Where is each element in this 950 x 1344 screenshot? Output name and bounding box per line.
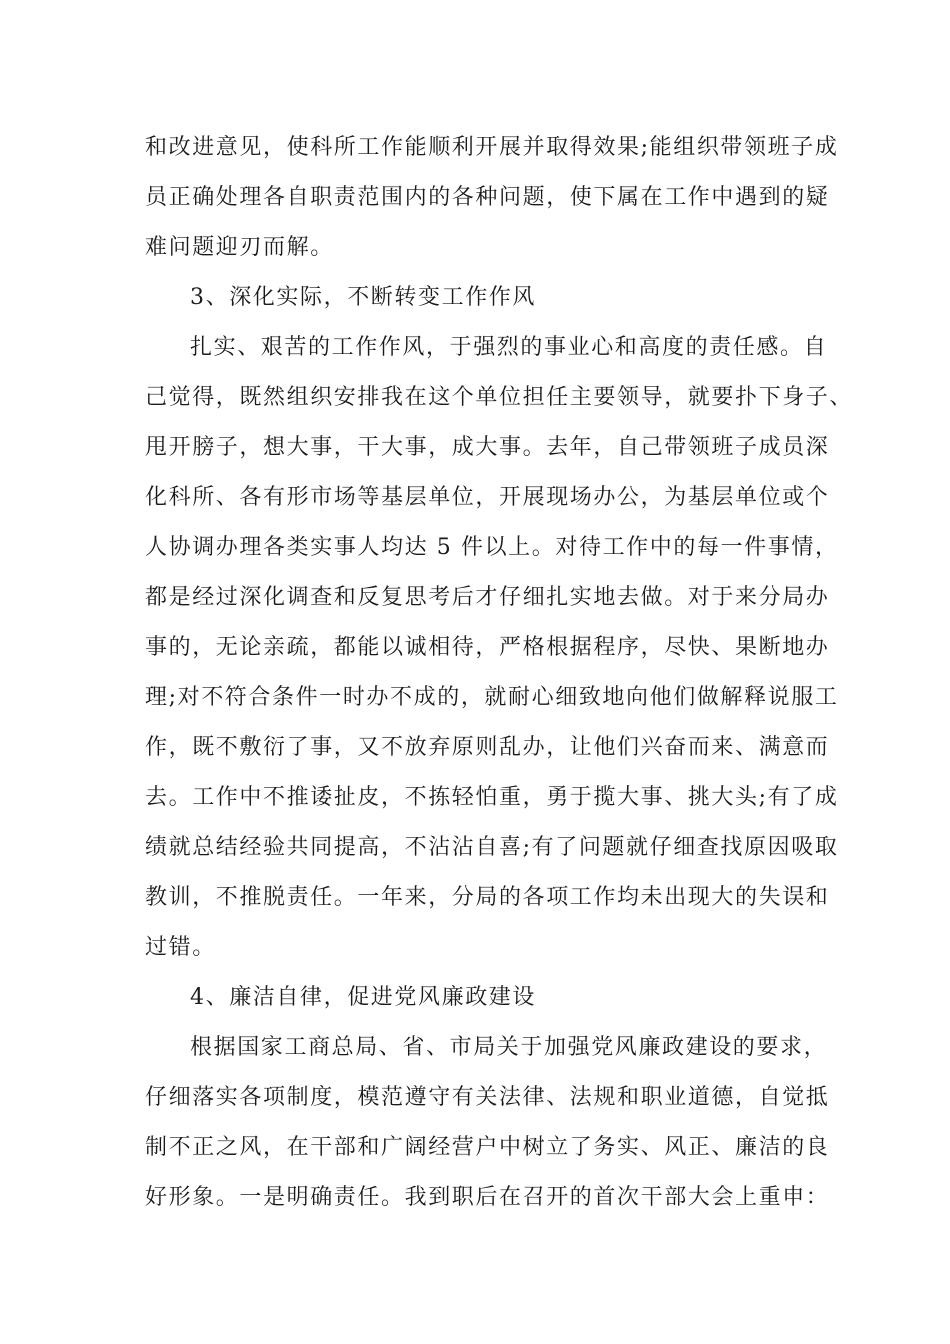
text-line: 根据国家工商总局、省、市局关于加强党风廉政建设的要求， xyxy=(190,1035,828,1060)
text-line: 去。工作中不推诿扯皮，不拣轻怕重，勇于揽大事、挑大头;有了成 xyxy=(145,785,839,810)
text-line: 过错。 xyxy=(145,935,216,960)
text-line: 教训，不推脱责任。一年来，分局的各项工作均未出现大的失误和 xyxy=(145,885,830,910)
text-line: 作，既不敷衍了事，又不放弃原则乱办，让他们兴奋而来、满意而 xyxy=(145,735,830,760)
text-line: 和改进意见，使科所工作能顺利开展并取得效果;能组织带领班子成 xyxy=(145,135,839,160)
text-line: 好形象。一是明确责任。我到职后在召开的首次干部大会上重申： xyxy=(145,1185,830,1210)
text-line: 制不正之风，在干部和广阔经营户中树立了务实、风正、廉洁的良 xyxy=(145,1135,830,1160)
text-line: 甩开膀子，想大事，干大事，成大事。去年，自己带领班子成员深 xyxy=(145,435,830,460)
section-heading: 4、廉洁自律，促进党风廉政建设 xyxy=(190,985,536,1010)
text-line: 扎实、艰苦的工作作风，于强烈的事业心和高度的责任感。自 xyxy=(190,335,828,360)
text-line: 化科所、各有形市场等基层单位，开展现场办公，为基层单位或个 xyxy=(145,485,830,510)
text-line: 事的，无论亲疏，都能以诚相待，严格根据程序，尽快、果断地办 xyxy=(145,635,830,660)
text-line: 绩就总结经验共同提高，不沾沾自喜;有了问题就仔细查找原因吸取 xyxy=(145,835,839,860)
text-line: 难问题迎刃而解。 xyxy=(145,235,334,260)
text-line: 员正确处理各自职责范围内的各种问题，使下属在工作中遇到的疑 xyxy=(145,185,830,210)
text-line: 人协调办理各类实事人均达 5 件以上。对待工作中的每一件事情， xyxy=(145,535,839,560)
text-line: 仔细落实各项制度，模范遵守有关法律、法规和职业道德，自觉抵 xyxy=(145,1085,830,1110)
text-line: 理;对不符合条件一时办不成的，就耐心细致地向他们做解释说服工 xyxy=(145,685,839,710)
text-line: 都是经过深化调查和反复思考后才仔细扎实地去做。对于来分局办 xyxy=(145,585,830,610)
text-line: 己觉得，既然组织安排我在这个单位担任主要领导，就要扑下身子、 xyxy=(145,385,854,410)
section-heading: 3、深化实际，不断转变工作作风 xyxy=(190,285,536,310)
